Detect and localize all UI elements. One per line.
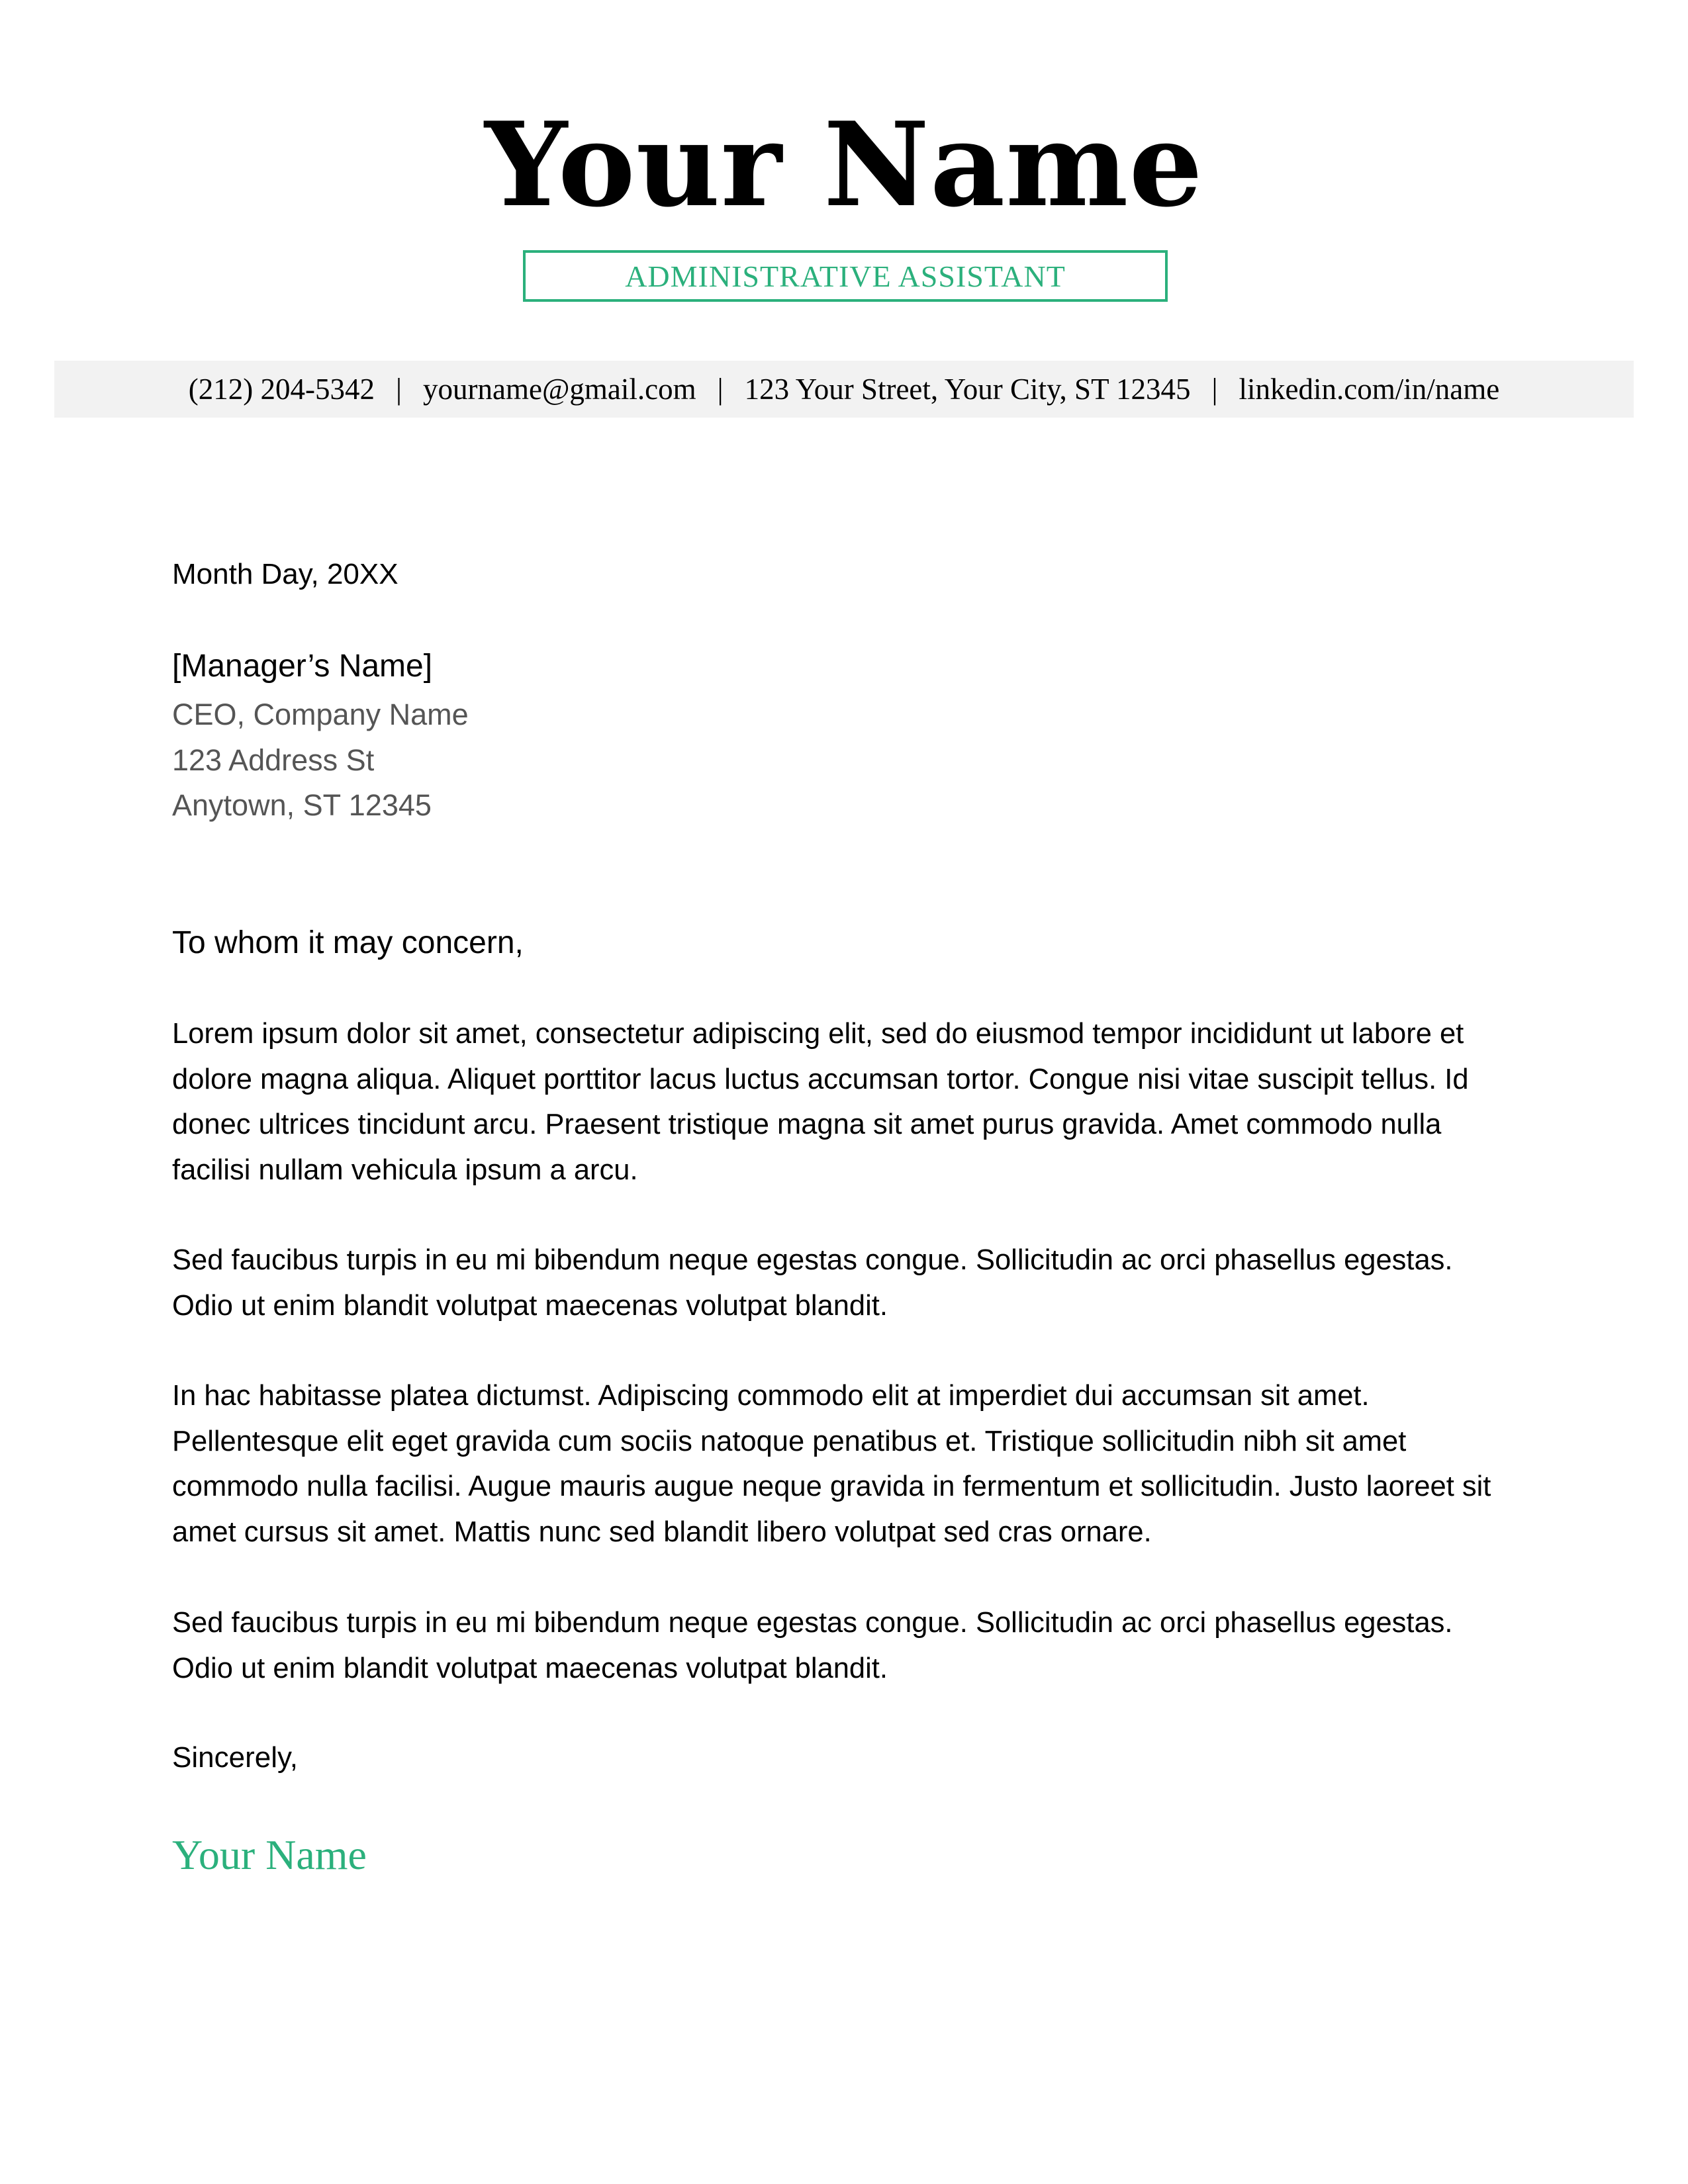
contact-address: 123 Your Street, Your City, ST 12345 [744,373,1191,406]
body-paragraph: Sed faucibus turpis in eu mi bibendum neque egestas congue. Sollicitudin ac orci phasellus egestas. Odio ut enim blandit volutpat maecenas volutpat blandit. [172,1244,1453,1322]
contact-separator: | [396,373,402,406]
recipient-street: 123 Address St [172,743,375,777]
job-title-box [523,250,1168,302]
body-paragraph: In hac habitasse platea dictumst. Adipiscing commodo elit at imperdiet dui accumsan sit amet. Pellentesque elit eget gravida cum sociis natoque penatibus et. Tristique sollicitudin nibh sit amet commodo nulla facilisi. Augue mauris augue neque gravida in fermentum et sollicitudin. Justo laoreet sit amet cursus sit amet. Mattis nunc sed blandit libero volutpat sed cras ornare. [172,1380,1491,1548]
recipient-name: [Manager’s Name] [172,649,433,684]
contact-separator: | [717,373,724,406]
closing: Sincerely, [172,1741,298,1774]
recipient-title-company: CEO, Company Name [172,698,469,731]
job-title: ADMINISTRATIVE ASSISTANT [625,259,1066,293]
contact-email[interactable]: yourname@gmail.com [423,373,696,406]
contact-phone: (212) 204-5342 [188,373,375,406]
header-name: Your Name [485,97,1203,233]
contact-linkedin[interactable]: linkedin.com/in/name [1239,373,1500,406]
signature-name: Your Name [172,1831,367,1878]
salutation: To whom it may concern, [172,925,524,960]
recipient-city-state-zip: Anytown, ST 12345 [172,788,432,822]
body-paragraph: Sed faucibus turpis in eu mi bibendum neque egestas congue. Sollicitudin ac orci phasellus egestas. Odio ut enim blandit volutpat maecenas volutpat blandit. [172,1607,1453,1684]
body-paragraph: Lorem ipsum dolor sit amet, consectetur adipiscing elit, sed do eiusmod tempor incididunt ut labore et dolore magna aliqua. Aliquet porttitor lacus luctus accumsan tortor. Congue nisi vitae suscipit tellus. Id donec ultrices tincidunt arcu. Praesent tristique magna sit amet purus gravida. Amet commodo nulla facilisi nullam vehicula ipsum a arcu. [172,1018,1469,1186]
letter-date: Month Day, 20XX [172,558,399,590]
contact-separator: | [1211,373,1218,406]
contact-bar [54,361,1634,418]
